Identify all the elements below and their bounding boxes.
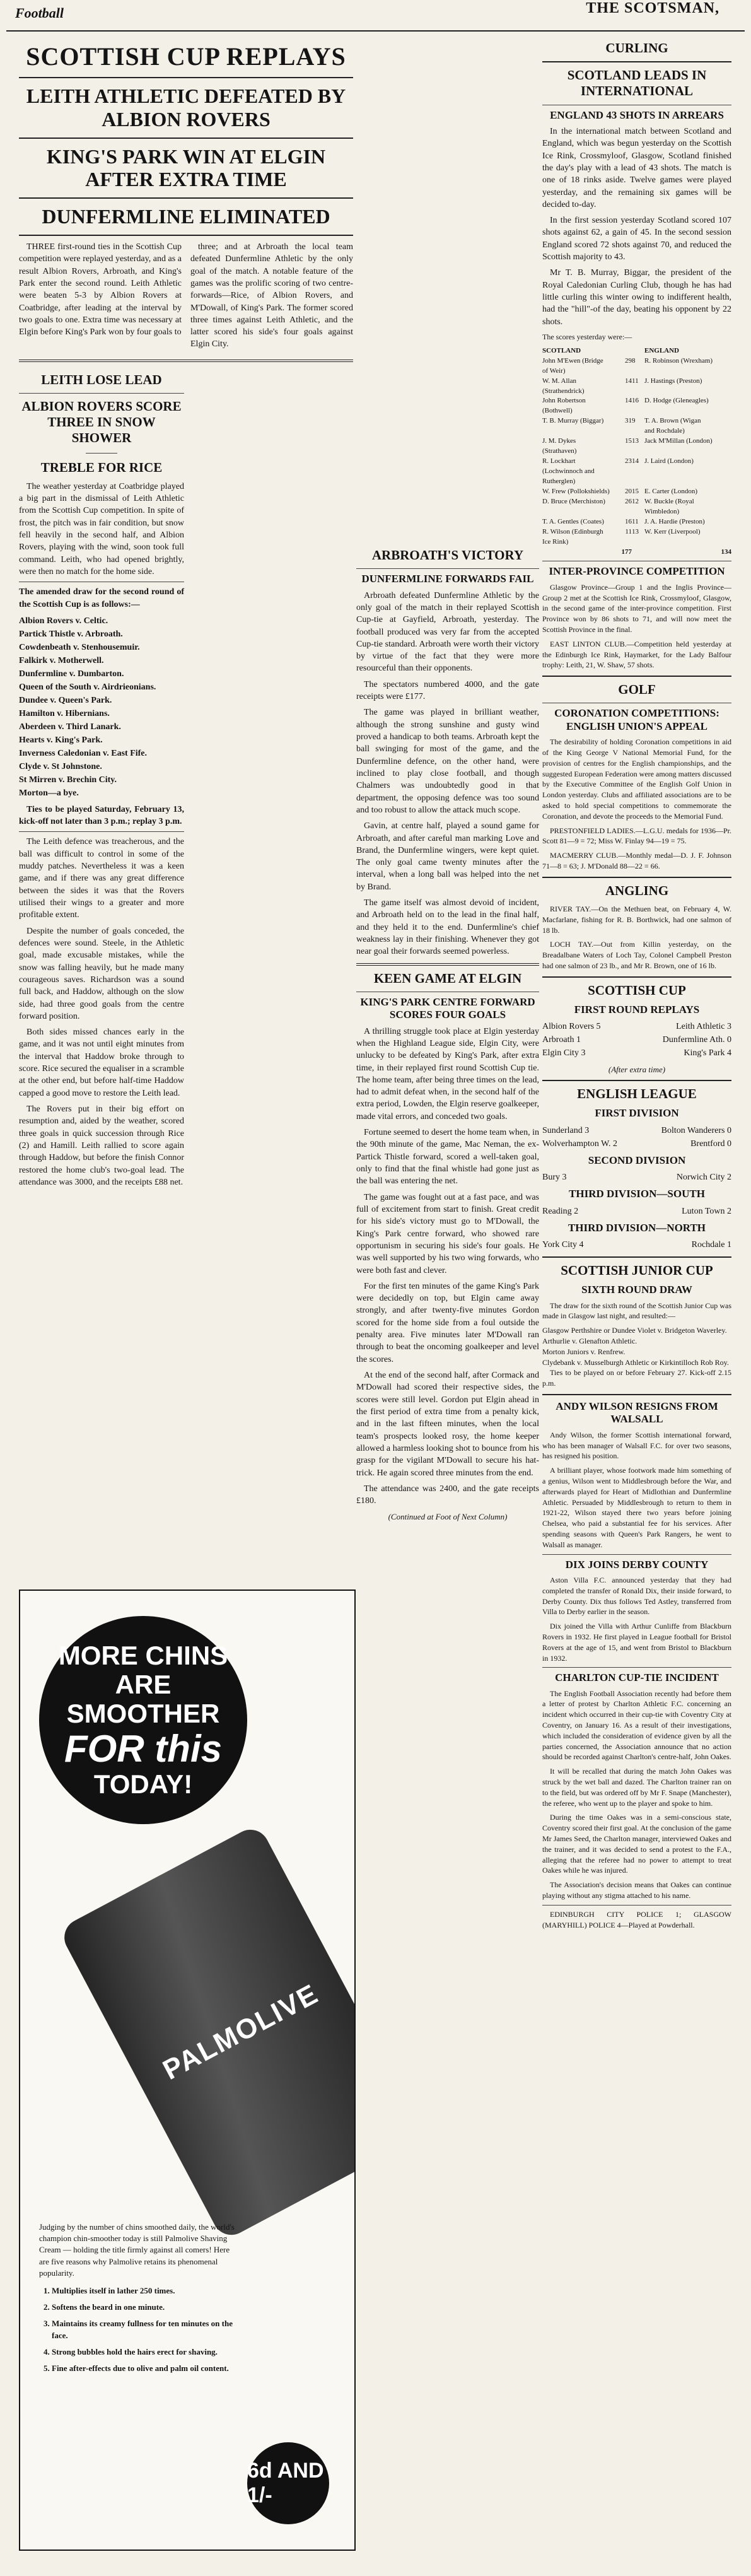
score-cell: R. Wilson (Edinburgh Ice Rink) <box>542 527 603 546</box>
score-cell: John M'Ewen (Bridge of Weir) <box>542 356 603 375</box>
score-cell: 16 <box>625 517 632 525</box>
junior-cup-section: SCOTTISH JUNIOR CUP <box>561 1263 713 1279</box>
draw-item: Hearts v. King's Park. <box>19 735 103 745</box>
score-cell: 31 <box>625 417 632 425</box>
leith-headline: LEITH ATHLETIC DEFEATED BY ALBION ROVERS <box>26 85 346 131</box>
score-cell: J. Laird (London) <box>644 457 694 465</box>
home-team: Albion Rovers 5 <box>542 1022 601 1032</box>
arbroath-head: ARBROATH'S VICTORY <box>371 547 524 563</box>
palmolive-advert <box>19 1590 356 2551</box>
elgin-head: KEEN GAME AT ELGIN <box>373 970 522 986</box>
result-row <box>542 1033 731 1046</box>
draw-item: Aberdeen v. Third Lanark. <box>19 722 121 732</box>
section-label: Football <box>15 5 64 21</box>
division-title: THIRD DIVISION—NORTH <box>568 1221 706 1234</box>
arbroath-paragraph-5: The game itself was almost devoid of incident, and Arbroath held on to the lead in the final half, and they held it to the end. Dunfermline's chief weakness lay in their finishing. Whenever they got near goal their forwards seemed powerless. <box>356 898 539 957</box>
advert-points <box>39 2285 241 2374</box>
intro-paragraph-b: three; and at Arbroath the local team defeated Dunfermline Athletic by the only goal of the match. A notable feature of the games was the prolific scoring of two centre-forwards—Rice, of Albion Rovers, and M'Dowall, of King's Park. The former scored three times against Leith Athletic, and the latter scored his side's four goals against Elgin City. <box>190 242 353 349</box>
draw-list <box>19 614 184 800</box>
draw-item: Clyde v. St Johnstone. <box>19 761 102 771</box>
leith-subhead-2: TREBLE FOR RICE <box>40 459 163 475</box>
dix-paragraph-1: Aston Villa F.C. announced yesterday that they had completed the transfer of Ronald Dix, their inside forward, to Derby County. Dix thus follows Ted Astley, transferred from Villa to Derby earlier in the season. <box>542 1575 731 1617</box>
score-cell <box>713 517 731 527</box>
dunfermline-headline: DUNFERMLINE ELIMINATED <box>42 205 330 228</box>
arbroath-subhead: DUNFERMLINE FORWARDS FAIL <box>361 573 534 585</box>
dix-head: DIX JOINS DERBY COUNTY <box>565 1558 709 1571</box>
home-team: Elgin City 3 <box>542 1048 586 1058</box>
wilson-paragraph-1: Andy Wilson, the former Scottish international forward, who has been manager of Walsall F.C. for over two seasons, has resigned his position. <box>542 1430 731 1461</box>
score-cell <box>713 377 731 397</box>
score-cell: 12 <box>632 497 639 505</box>
score-cell: 14 <box>625 397 632 405</box>
leith-subhead: ALBION ROVERS SCORE THREE IN SNOW SHOWER <box>21 398 182 446</box>
draw-item: Falkirk v. Motherwell. <box>19 655 104 665</box>
score-cell: 13 <box>632 527 639 536</box>
leith-head: LEITH LOSE LEAD <box>41 372 162 387</box>
score-cell: Jack M'Millan (London) <box>644 437 713 445</box>
advert-point: 3. Maintains its creamy fullness for ten minutes on the face. <box>52 2318 241 2341</box>
junior-note: Ties to be played on or before February 27. Kick-off 2.15 p.m. <box>542 1368 731 1388</box>
arbroath-paragraph-3: The game was played in brilliant weather, although the strong sunshine and gusty wind proved a handicap to both teams. Arbroath kept the ball swinging for most of the game, and the Dunfermline defence, on the other hand, were inclined to play close football, and though Chalmers was undoubtedly good in that department, the opposing defence was too sound and too robust to allow the attack much scope. <box>356 708 539 815</box>
draw-item: Dunfermline v. Dumbarton. <box>19 669 124 679</box>
arbroath-paragraph-4: Gavin, at centre half, played a sound game for Arbroath, and after careful man marking Love and Brand, the Dunfermline wingers, were kept quiet. The only goal came twenty minutes after the interval, when a long ball was helped into the net by Brand. <box>356 821 539 892</box>
elgin-paragraph-5: At the end of the second half, after Cormack and M'Dowall had scored their respective sides, the scores were still level. Gordon put Elgin ahead in the first period of extra time from a penalty kick, and in the last fifteen minutes, when the local team's prospects looked rosy, the home keeper allowed a harmless looking shot to bounce from his grasp for the vigilant M'Dowall to secure his hat-trick. He again scored three minutes from the end. <box>356 1371 539 1478</box>
junior-tie: Morton Juniors v. Renfrew. <box>542 1347 626 1356</box>
score-cell: 13 <box>632 437 639 445</box>
advert-line-1: MORE CHINS <box>58 1640 228 1670</box>
angling-paragraph-1: RIVER TAY.—On the Methuen beat, on February 4, W. Macfarlane, fishing for R. B. Borthwick, had one salmon of 18 lb. <box>542 904 731 935</box>
arbroath-paragraph-1: Arbroath defeated Dunfermline Athletic by the only goal of the match in their replayed Scottish Cup-tie at Gayfield, Arbroath, yesterday. The football produced was very far from the accepted Cup-tie standard. Arbroath were worth their victory by virtue of the fact that they were more resourceful than their opponents. <box>356 590 539 674</box>
scores-header: SCOTLAND ENGLAND <box>542 346 680 354</box>
golf-paragraph-3: MACMERRY CLUB.—Monthly medal—D. J. F. Johnson 71—8 = 63; J. M'Donald 88—22 = 66. <box>542 851 731 870</box>
advert-intro: Judging by the number of chins smoothed daily, the world's champion chin-smoother today is still Palmolive Shaving Cream — holding the title firmly against all comers! Here are five reasons why Palmolive retains its phenomenal popularity. <box>39 2222 235 2278</box>
score-row <box>542 416 731 436</box>
leith-paragraph-4: Both sides missed chances early in the game, and it was not until eight minutes from the interval that Haddow broke through to score. Rice secured the equaliser in a scramble at the other end, but before half-time Haddow capped a good move to restore the Leith lead. <box>19 1027 184 1098</box>
result-row <box>542 1238 731 1251</box>
wilson-paragraph-2: A brilliant player, whose footwork made him something of a genius, Wilson went to Middlesbrough before the War, and afterwards played for Heart of Midlothian and Dunfermline Athletic. Persuaded by Middlesbrough to return to them in 1921-22, Wilson stayed there two years before joining Chelsea, who paid a substantial fee for his services. After spending seasons with Queen's Park Rangers, he went to Walsall as manager. <box>542 1466 731 1549</box>
advert-point: 1. Multiplies itself in lather 250 times. <box>52 2285 241 2297</box>
score-cell: 14 <box>632 457 639 465</box>
score-cell: T. B. Murray (Biggar) <box>542 417 604 425</box>
score-row <box>542 396 731 416</box>
division-title: FIRST DIVISION <box>595 1107 679 1120</box>
score-cell: J. A. Hardie (Preston) <box>644 517 705 525</box>
score-cell: E. Carter (London) <box>644 487 697 495</box>
draw-item: Morton—a bye. <box>19 788 79 798</box>
elgin-paragraph-1: A thrilling struggle took place at Elgin yesterday when the Highland League side, Elgin City, were unlucky to be defeated by King's Park, after extra time, in their replayed first round Scottish Cup tie. The home team, after being three times on the lead, had to admit defeat when, in the second half of the extra period, Lowden, the Elgin reserve goalkeeper, made vital errors, and conceded two goals. <box>356 1026 539 1121</box>
result-row <box>542 1046 731 1060</box>
charlton-paragraph-4: The Association's decision means that Oakes can continue playing without any stigma attached to his name. <box>542 1880 731 1900</box>
score-cell: 20 <box>625 487 632 495</box>
golf-paragraph-2: PRESTONFIELD LADIES.—L.G.U. medals for 1936—Pr. Scott 81—9 = 72; Miss W. Finlay 94—19 = 75. <box>542 826 731 846</box>
score-cell <box>713 356 731 377</box>
charlton-paragraph-3: During the time Oakes was in a semi-conscious state, Coventry scored their first goal. At the conclusion of the game Mr James Seed, the Charlton manager, interviewed Oakes and the trainer, and it was decided to send a protest to the F.A., alleging that the referee had no power to attempt to treat Oakes while he was injured. <box>542 1813 731 1875</box>
junior-paragraph: The draw for the sixth round of the Scottish Junior Cup was made in Glasgow last night, and resulted:— <box>542 1301 731 1321</box>
score-cell <box>713 416 731 436</box>
golf-head: CORONATION COMPETITIONS: ENGLISH UNION'S APPEAL <box>554 707 719 732</box>
result-row <box>542 1205 731 1218</box>
junior-tie: Clydebank v. Musselburgh Athletic or Kirkintilloch Rob Roy. <box>542 1357 729 1367</box>
paper-title: THE SCOTSMAN, <box>586 0 719 16</box>
score-cell: D. Hodge (Gleneagles) <box>644 397 709 405</box>
intro-paragraph-a: THREE first-round ties in the Scottish Cup competition were replayed yesterday, and as a result Albion Rovers, Arbroath, and King's Park enter the second round. Leith Athletic were beaten 5-3 by Albion Rovers at Coatbridge, after leading at the interval by two goals to one. Extra time was necessary at Elgin before King's Park won by four goals to <box>19 242 182 337</box>
away-team: Dunfermline Ath. 0 <box>662 1035 731 1045</box>
draw-item: Albion Rovers v. Celtic. <box>19 616 108 626</box>
junior-cup-subhead: SIXTH ROUND DRAW <box>581 1284 692 1296</box>
leith-paragraph-2: The Leith defence was treacherous, and the ball was difficult to control in some of the muddy patches. Nevertheless it was a keen game, and if there was any great difference between the sides it was that the Rovers utilised their wings to a greater and more profitable extent. <box>19 837 184 920</box>
advert-point: 2. Softens the beard in one minute. <box>52 2302 241 2313</box>
score-row <box>542 517 731 527</box>
english-league-section: ENGLISH LEAGUE <box>577 1086 697 1102</box>
scores-title: The scores yesterday were:— <box>542 332 632 341</box>
home-team: Reading 2 <box>542 1206 579 1216</box>
score-cell: 11 <box>632 517 639 525</box>
draw-item: Inverness Caledonian v. East Fife. <box>19 748 148 758</box>
league-results <box>542 1107 731 1251</box>
score-cell: W. M. Allan (Strathendrick) <box>542 377 585 395</box>
score-cell: T. A. Brown (Wigan and Rochdale) <box>644 417 701 435</box>
elgin-paragraph-4: For the first ten minutes of the game King's Park were decidedly on top, but Elgin came away strongly, and after twenty-five minutes Gordon scored for the home side from a foul outside the penalty area. Five minutes later M'Dowall ran through to beat the oncoming goalkeeper and level the scores. <box>356 1281 539 1364</box>
score-cell: 29 <box>625 356 632 365</box>
advert-copy <box>39 2222 241 2379</box>
score-cell: T. A. Gentles (Coates) <box>542 517 604 525</box>
arbroath-paragraph-2: The spectators numbered 4000, and the gate receipts were £177. <box>356 679 539 702</box>
advert-point: 5. Fine after-effects due to olive and palm oil content. <box>52 2363 241 2374</box>
score-row <box>542 457 731 487</box>
right-column <box>542 35 731 2565</box>
masthead <box>6 0 745 32</box>
score-row <box>542 436 731 457</box>
score-cell: 8 <box>632 356 636 365</box>
dix-paragraph-2: Dix joined the Villa with Arthur Cunliffe from Blackburn Rovers in 1932. He first played in League football for Bristol Rovers at the age of 15, and went from Bristol to Blackburn in 1932. <box>542 1622 731 1663</box>
score-cell <box>713 396 731 416</box>
away-team: Bolton Wanderers 0 <box>661 1125 731 1135</box>
score-cell: 16 <box>632 397 639 405</box>
score-cell: 11 <box>632 377 639 385</box>
away-team: King's Park 4 <box>684 1048 731 1058</box>
division-title: SECOND DIVISION <box>588 1154 686 1166</box>
score-cell <box>713 436 731 457</box>
shaving-cream-tube <box>58 1823 356 2241</box>
away-team: Leith Athletic 3 <box>676 1022 731 1032</box>
footer-result: EDINBURGH CITY POLICE 1; GLASGOW (MARYHILL) POLICE 4—Played at Powderhall. <box>542 1909 731 1929</box>
advert-point: 4. Strong bubbles hold the hairs erect for shaving. <box>52 2346 241 2358</box>
score-cell: 15 <box>625 437 632 445</box>
advert-line-2: ARE SMOOTHER <box>66 1669 220 1728</box>
scottish-cup-subhead: FIRST ROUND REPLAYS <box>574 1003 700 1016</box>
curling-head: SCOTLAND LEADS IN INTERNATIONAL <box>567 67 707 99</box>
score-cell <box>713 497 731 517</box>
advert-line-4: TODAY! <box>93 1769 193 1800</box>
score-cell: John Robertson (Bothwell) <box>542 397 586 415</box>
interprovince-head: INTER-PROVINCE COMPETITION <box>549 565 725 578</box>
away-team: Brentford 0 <box>690 1139 731 1149</box>
advert-slogan <box>39 1616 247 1824</box>
score-cell: 26 <box>625 497 632 505</box>
leith-paragraph-5: The Rovers put in their big effort on resumption and, aided by the weather, scored three goals in quick succession through Rice (2) and Hamill. Leith rallied to score again through Haddow, but before the finish Connor restored the home club's two-goal lead. The attendance was 3000, and the receipts £88 net. <box>19 1104 184 1187</box>
result-row <box>542 1124 731 1137</box>
main-headline: SCOTTISH CUP REPLAYS <box>26 42 346 71</box>
leith-paragraph-1: The weather yesterday at Coatbridge played a big part in the dismissal of Leith Athletic from the Scottish Cup competition. In spite of frost, the pitch was in fair condition, but snow fell heavily in the second half, and Albion Rovers, playing with the wind, soon took full command. Leith, who had opened brightly, were then no match for the home side. <box>19 481 184 577</box>
home-team: Wolverhampton W. 2 <box>542 1139 618 1149</box>
result-row <box>542 1171 731 1184</box>
advert-price: 6d AND 1/- <box>247 2442 329 2524</box>
interprovince-paragraph: Glasgow Province—Group 1 and the Inglis Province—Group 2 met at the Scottish Ice Rink, Crossmyloof, Glasgow, in the second game of the inter-province competition. First Province won by 86 shots to 71, and will now meet the Scottish Province in the final. <box>542 582 731 635</box>
elgin-paragraph-3: The game was fought out at a fast pace, and was full of excitement from start to finish. Great credit for his side's victory must go to M'Dowall, the King's Park centre forward, who showed rare opportunism in securing his side's four goals. He was well supported by his two wing forwards, who were both fast and clever. <box>356 1192 539 1275</box>
score-row <box>542 497 731 517</box>
intro-block <box>19 241 353 354</box>
draw-item: Dundee v. Queen's Park. <box>19 695 112 705</box>
curling-paragraph-3: Mr T. B. Murray, Biggar, the president of the Royal Caledonian Curling Club, though he has had little curling this winter owing to indifferent health, had the "hill"-of the day, beating his opponent by 22 shots. <box>542 268 731 327</box>
elgin-subhead: KING'S PARK CENTRE FORWARD SCORES FOUR GOALS <box>360 995 535 1021</box>
golf-paragraph-1: The desirability of holding Coronation competitions in aid of the King George V National Memorial Fund, for the provision of centres for the English championships, and the suggested European Federation were among matters discussed by the Executive Committee of the English Golf Union in London yesterday. Clubs and affiliated associations are to be asked to hold special competitions to commemorate the Coronation, and devote the proceeds to the Memorial Fund. <box>542 737 731 821</box>
draw-note: Ties to be played Saturday, February 13, kick-off not later than 3 p.m.; replay 3 p.m. <box>19 804 184 827</box>
score-cell: R. Lockhart (Lochwinnoch and Rutherglen) <box>542 457 595 485</box>
cup-results <box>542 1020 731 1060</box>
charlton-paragraph-2: It will be recalled that during the match John Oakes was struck by the wet ball and dazed. The Charlton trainer ran on to the field, but was ordered off by Mr F. Snape (Manchester), the referee, who went up to the player and spoke to him. <box>542 1767 731 1808</box>
score-cell: W. Buckle (Royal Wimbledon) <box>644 497 694 515</box>
division-title: THIRD DIVISION—SOUTH <box>569 1188 705 1200</box>
score-cell: 15 <box>632 487 639 495</box>
junior-tie: Arthurlie v. Glenafton Athletic. <box>542 1337 637 1345</box>
angling-section: ANGLING <box>605 882 669 898</box>
east-linton-paragraph: EAST LINTON CLUB.—Competition held yesterday at the Edinburgh Ice Rink, Haymarket, for the Lady Balfour trophy: Leith, 21, W. Shaw, 57 shots. <box>542 639 731 670</box>
advert-product: PALMOLIVE <box>158 1978 324 2086</box>
angling-paragraph-2: LOCH TAY.—Out from Killin yesterday, on the Breadalbane Waters of Loch Tay, Colonel Campbell Preston had one salmon of 23 lb., and Mr R. Brown, one of 16 lb. <box>542 940 731 970</box>
score-cell: D. Bruce (Merchiston) <box>542 497 605 505</box>
away-team: Rochdale 1 <box>691 1240 731 1250</box>
home-team: Bury 3 <box>542 1173 567 1183</box>
score-row <box>542 356 731 377</box>
result-row <box>542 1020 731 1033</box>
draw-item: Cowdenbeath v. Stenhousemuir. <box>19 642 140 652</box>
extra-time-note: (After extra time) <box>608 1065 666 1075</box>
score-row <box>542 527 731 547</box>
curling-scores <box>542 356 731 547</box>
charlton-head: CHARLTON CUP-TIE INCIDENT <box>555 1671 719 1684</box>
scottish-cup-section: SCOTTISH CUP <box>588 982 686 998</box>
away-team: Luton Town 2 <box>682 1206 731 1216</box>
score-cell: 23 <box>625 457 632 465</box>
draw-item: Hamilton v. Hibernians. <box>19 708 110 718</box>
home-team: Sunderland 3 <box>542 1125 590 1135</box>
score-cell <box>713 487 731 497</box>
charlton-paragraph-1: The English Football Association recently had before them a letter of protest by Charlton Athletic F.C. concerning an incident which occurred in their cup-tie with Coventry City at Coventry, on January 16. As a result of their investigations, which included the consideration of evidence given by all the parties concerned, the Association announce that no action should be recorded against Charlton's centre-half, John Oakes. <box>542 1689 731 1762</box>
leith-article <box>19 367 184 1192</box>
curling-section: CURLING <box>605 40 668 56</box>
curling-subhead: ENGLAND 43 SHOTS IN ARREARS <box>550 108 724 121</box>
score-cell <box>713 457 731 487</box>
junior-tie: Glasgow Perthshire or Dundee Violet v. Bridgeton Waverley. <box>542 1326 727 1335</box>
continued-note: (Continued at Foot of Next Column) <box>388 1512 508 1522</box>
score-cell: 11 <box>625 527 632 536</box>
score-cell: J. Hastings (Preston) <box>644 377 702 385</box>
score-cell: 9 <box>632 417 636 425</box>
middle-column <box>356 542 539 2548</box>
left-column <box>19 35 353 1581</box>
golf-section: GOLF <box>618 682 656 698</box>
score-cell: W. Frew (Pollokshields) <box>542 487 610 495</box>
curling-paragraph-1: In the international match between Scotland and England, which was begun yesterday on the Scottish Ice Rink, Crossmyloof, Glasgow, Scotland finished the day's play with a lead of 43 shots. The match is one of 18 rinks aside. Twelve games were played yesterday, and the remaining six games will be decided to-day. <box>542 126 731 209</box>
score-cell: W. Kerr (Liverpool) <box>644 527 701 536</box>
score-cell <box>713 527 731 547</box>
score-cell: R. Robinson (Wrexham) <box>644 356 713 365</box>
draw-item: Queen of the South v. Airdrieonians. <box>19 682 156 692</box>
away-team: Norwich City 2 <box>676 1173 731 1183</box>
kings-park-headline: KING'S PARK WIN AT ELGIN AFTER EXTRA TIME <box>46 144 326 191</box>
elgin-paragraph-6: The attendance was 2400, and the gate receipts £180. <box>356 1484 539 1506</box>
advert-line-3: FOR this <box>64 1728 222 1771</box>
score-row <box>542 487 731 497</box>
home-team: Arbroath 1 <box>542 1035 581 1045</box>
wilson-head: ANDY WILSON RESIGNS FROM WALSALL <box>556 1400 718 1426</box>
curling-paragraph-2: In the first session yesterday Scotland scored 107 shots against 62, a gain of 45. In the second session England scored 72 shots against 70, and reduced the Scottish majority to 43. <box>542 216 731 262</box>
junior-ties <box>542 1325 731 1367</box>
draw-title: The amended draw for the second round of the Scottish Cup is as follows:— <box>19 587 184 609</box>
result-row <box>542 1137 731 1150</box>
home-team: York City 4 <box>542 1240 584 1250</box>
elgin-paragraph-2: Fortune seemed to desert the home team when, in the 90th minute of the game, Mac Neman, the ex-Partick Thistle forward, scored a well-taken goal, only to find that the final whistle had gone just as the ball was entering the net. <box>356 1128 539 1186</box>
draw-item: St Mirren v. Brechin City. <box>19 775 117 785</box>
draw-item: Partick Thistle v. Arbroath. <box>19 629 123 639</box>
scores-total: 177 134 <box>621 547 731 556</box>
score-row <box>542 377 731 397</box>
leith-paragraph-3: Despite the number of goals conceded, the defences were sound. Steele, in the Athletic goal, made excusable mistakes, while the snow was falling heavily, but he made many courageous saves. Richardson was a sound full back, and Haddow, although on the slow side, had three good goals from the centre forward position. <box>19 926 184 1021</box>
score-cell: 14 <box>625 377 632 385</box>
score-cell: J. M. Dykes (Strathaven) <box>542 437 577 455</box>
